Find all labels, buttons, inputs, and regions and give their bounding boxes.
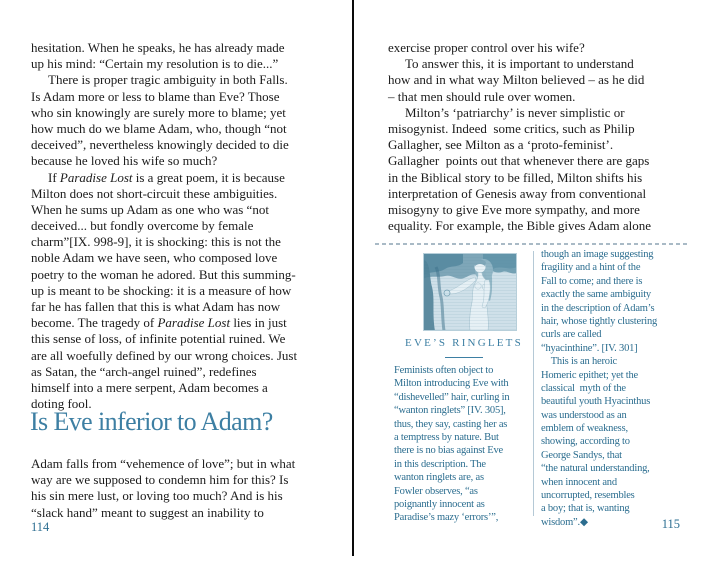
- text-line: Homeric epithet; yet the: [541, 369, 638, 381]
- text-line: a temptress by nature. But: [394, 431, 499, 443]
- sidebar-column-divider: [533, 251, 534, 516]
- text-line: emblem of weakness,: [541, 423, 628, 435]
- text-line: interpretation of Genesis away from conventional: [388, 185, 647, 201]
- text-line: his sin mere lust, or loving too much? And is his: [31, 488, 283, 504]
- text-line: poetry to the woman he adored. But this summing-: [31, 266, 296, 282]
- text-line: in the Biblical story to be filled, Milton shifts his: [388, 169, 643, 185]
- text-line: how and in what way Milton believed – as he did: [388, 72, 645, 88]
- right-page-body-text: [388, 40, 680, 234]
- text-line: Paradise’s mazy ‘errors’”,: [394, 512, 499, 524]
- text-line: When he sums up Adam as one who was “not: [31, 201, 269, 217]
- text-line: Fowler observes, “as: [394, 485, 478, 497]
- sidebar-column-left: [394, 364, 534, 525]
- text-line: Milton introducing Eve with: [394, 378, 509, 390]
- page-gutter-divider: [352, 0, 354, 556]
- page-number-left: 114: [31, 520, 50, 534]
- text-line: become. The tragedy of Paradise Lost lies in just: [31, 315, 287, 331]
- text-line: himself into a mere serpent, Adam becomes a: [31, 379, 268, 395]
- text-line: To answer this, it is important to understand: [405, 56, 634, 72]
- text-line: in this description. The: [394, 458, 486, 470]
- text-line: was understood as an: [541, 409, 627, 421]
- sidebar-top-rule: [375, 243, 688, 245]
- text-line: in the description of Adam’s: [541, 302, 655, 314]
- text-line: misogynist. Indeed some critics, such as Philip: [388, 120, 635, 136]
- text-line: as Satan, the “arch-angel ruined”, redefines: [31, 363, 257, 379]
- text-line: up his mind: “Certain my resolution is to die...”: [31, 56, 279, 72]
- text-line: There is proper tragic ambiguity in both Falls.: [48, 72, 288, 88]
- text-line: because he loved his wife so much?: [31, 153, 218, 169]
- text-line: up is meant to be shocking: it is a measure of how: [31, 282, 292, 298]
- text-line: “wanton ringlets” [IV. 305],: [394, 405, 506, 417]
- text-line: This is an heroic: [541, 356, 617, 368]
- text-line: misogyny to give Eve more sympathy, and more: [388, 201, 640, 217]
- text-line: equality. For example, the Bible gives Adam alone: [388, 218, 652, 234]
- text-line: “the natural understanding,: [541, 463, 650, 475]
- text-line: Milton does not short-circuit these ambiguities.: [31, 185, 278, 201]
- text-line: this sense of loss, of infinite potential ruined. We: [31, 331, 286, 347]
- text-line: Feminists often object to: [394, 365, 494, 376]
- text-line: classical myth of the: [541, 382, 626, 394]
- left-page-body-text-continued: [31, 456, 323, 521]
- text-line: George Sandys, that: [541, 449, 622, 461]
- text-line: are all woefully defined by our wrong choices. Just: [31, 347, 298, 363]
- text-line: poignantly innocent as: [394, 498, 485, 510]
- text-line: who sin knowingly are surely more to blame; yet: [31, 104, 286, 120]
- text-line: Adam falls from “vehemence of love”; but in what: [31, 456, 296, 471]
- text-line: “slack hand” meant to suggest an inability to: [31, 504, 264, 520]
- text-line: way are we supposed to condemn him for this? Is: [31, 472, 289, 488]
- text-line: far he has fallen that this is what Adam has now: [31, 299, 281, 314]
- eve-engraving-image: [423, 253, 517, 331]
- text-line: showing, according to: [541, 436, 630, 448]
- page-number-right: 115: [661, 517, 680, 531]
- text-line: – that men should rule over women.: [388, 88, 576, 104]
- text-line: hair, whose tightly clustering: [541, 315, 658, 327]
- text-line: fragility and a hint of the: [541, 262, 641, 274]
- text-line: exactly the same ambiguity: [541, 289, 651, 301]
- text-line: wisdom”.◆: [541, 516, 588, 528]
- text-line: curls are called: [541, 329, 602, 341]
- left-page-body-text: [31, 40, 323, 412]
- text-line: “dishevelled” hair, curling in: [394, 391, 510, 403]
- text-line: when innocent and: [541, 476, 617, 488]
- text-line: charm”[IX. 998-9], it is shocking: this is not the: [31, 234, 281, 250]
- section-heading: Is Eve inferior to Adam?: [30, 407, 273, 436]
- text-line: “hyacinthine”. [IV. 301]: [541, 342, 638, 354]
- text-line: uncorrupted, resembles: [541, 490, 635, 502]
- caption-rule: [445, 357, 483, 358]
- text-line: beautiful youth Hyacinthus: [541, 396, 651, 408]
- text-line: exercise proper control over his wife?: [388, 40, 585, 55]
- sidebar-column-right: [541, 248, 691, 529]
- text-line: there is no bias against Eve: [394, 445, 503, 457]
- text-line: If Paradise Lost is a great poem, it is because: [48, 169, 285, 185]
- text-line: thus, they say, casting her as: [394, 418, 508, 430]
- text-line: wanton ringlets are, as: [394, 472, 484, 484]
- text-line: Gallagher, see Milton as a ‘proto-feminist’.: [388, 137, 614, 153]
- text-line: deceived”, nevertheless knowingly decided to die: [31, 137, 289, 153]
- text-line: deceived... but fondly overcome by female: [31, 218, 254, 234]
- text-line: Fall to come; and there is: [541, 275, 643, 287]
- text-line: Milton’s ‘patriarchy’ is never simplistic or: [405, 104, 625, 120]
- text-line: a boy; that is, wanting: [541, 503, 630, 515]
- text-line: noble Adam we have seen, who composed love: [31, 250, 278, 266]
- sidebar-caption: EVE’S RINGLETS: [405, 337, 523, 349]
- text-line: hesitation. When he speaks, he has already made: [31, 40, 285, 55]
- text-line: how much do we blame Adam, who, though “not: [31, 120, 287, 136]
- text-line: doting fool.: [31, 396, 92, 412]
- text-line: though an image suggesting: [541, 249, 654, 260]
- text-line: Gallagher points out that whenever there are gaps: [388, 153, 650, 169]
- text-line: Is Adam more or less to blame than Eve? Those: [31, 88, 280, 104]
